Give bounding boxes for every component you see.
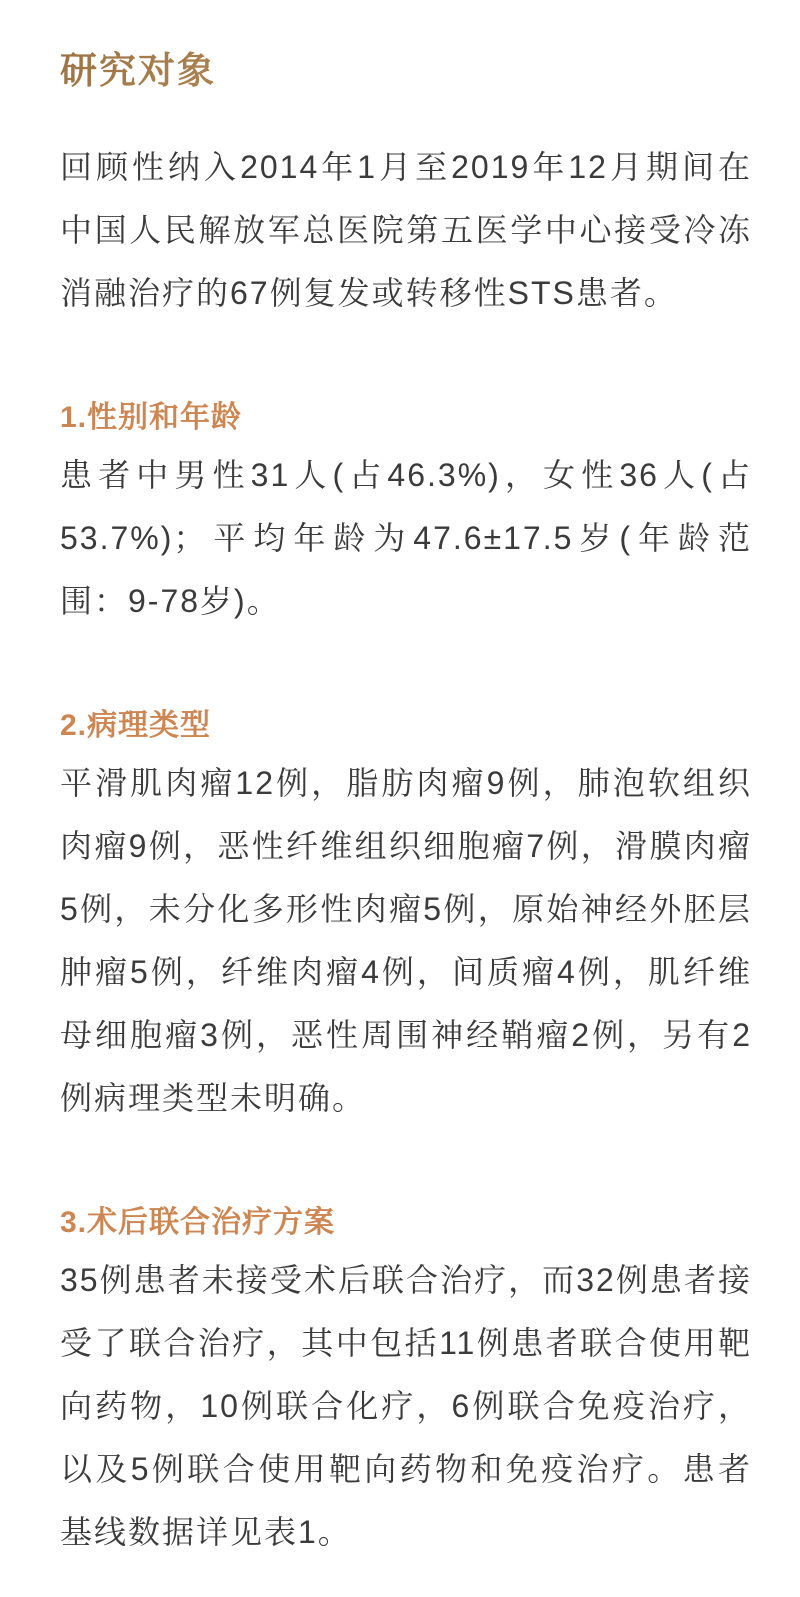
section-body-postop-combined-therapy: 35例患者未接受术后联合治疗，而32例患者接受了联合治疗，其中包括11例患者联合使用靶向药物，10例联合化疗，6例联合免疫治疗，以及5例联合使用靶向药物和免疫治疗。患者基线数据详见表1。 — [60, 1262, 752, 1550]
section-postop-combined-therapy — [60, 1202, 752, 1564]
section-body-gender-age: 患者中男性31人(占46.3%)，女性36人(占53.7%)；平均年龄为47.6±17.5岁(年龄范围：9-78岁)。 — [60, 457, 752, 619]
section-pathology-types — [60, 705, 752, 1130]
section-heading-pathology-types: 2.病理类型 — [60, 709, 212, 742]
section-body-pathology-types: 平滑肌肉瘤12例，脂肪肉瘤9例，肺泡软组织肉瘤9例，恶性纤维组织细胞瘤7例，滑膜肉瘤5例，未分化多形性肉瘤5例，原始神经外胚层肿瘤5例，纤维肉瘤4例，间质瘤4例，肌纤维母细胞瘤3例，恶性周围神经鞘瘤2例，另有2例病理类型未明确。 — [60, 765, 752, 1116]
section-heading-gender-age: 1.性别和年龄 — [60, 401, 243, 434]
page-title: 研究对象 — [60, 46, 752, 94]
intro-paragraph: 回顾性纳入2014年1月至2019年12月期间在中国人民解放军总医院第五医学中心接受冷冻消融治疗的67例复发或转移性STS患者。 — [60, 149, 752, 311]
section-gender-age — [60, 397, 752, 633]
section-heading-postop-combined-therapy: 3.术后联合治疗方案 — [60, 1206, 336, 1239]
